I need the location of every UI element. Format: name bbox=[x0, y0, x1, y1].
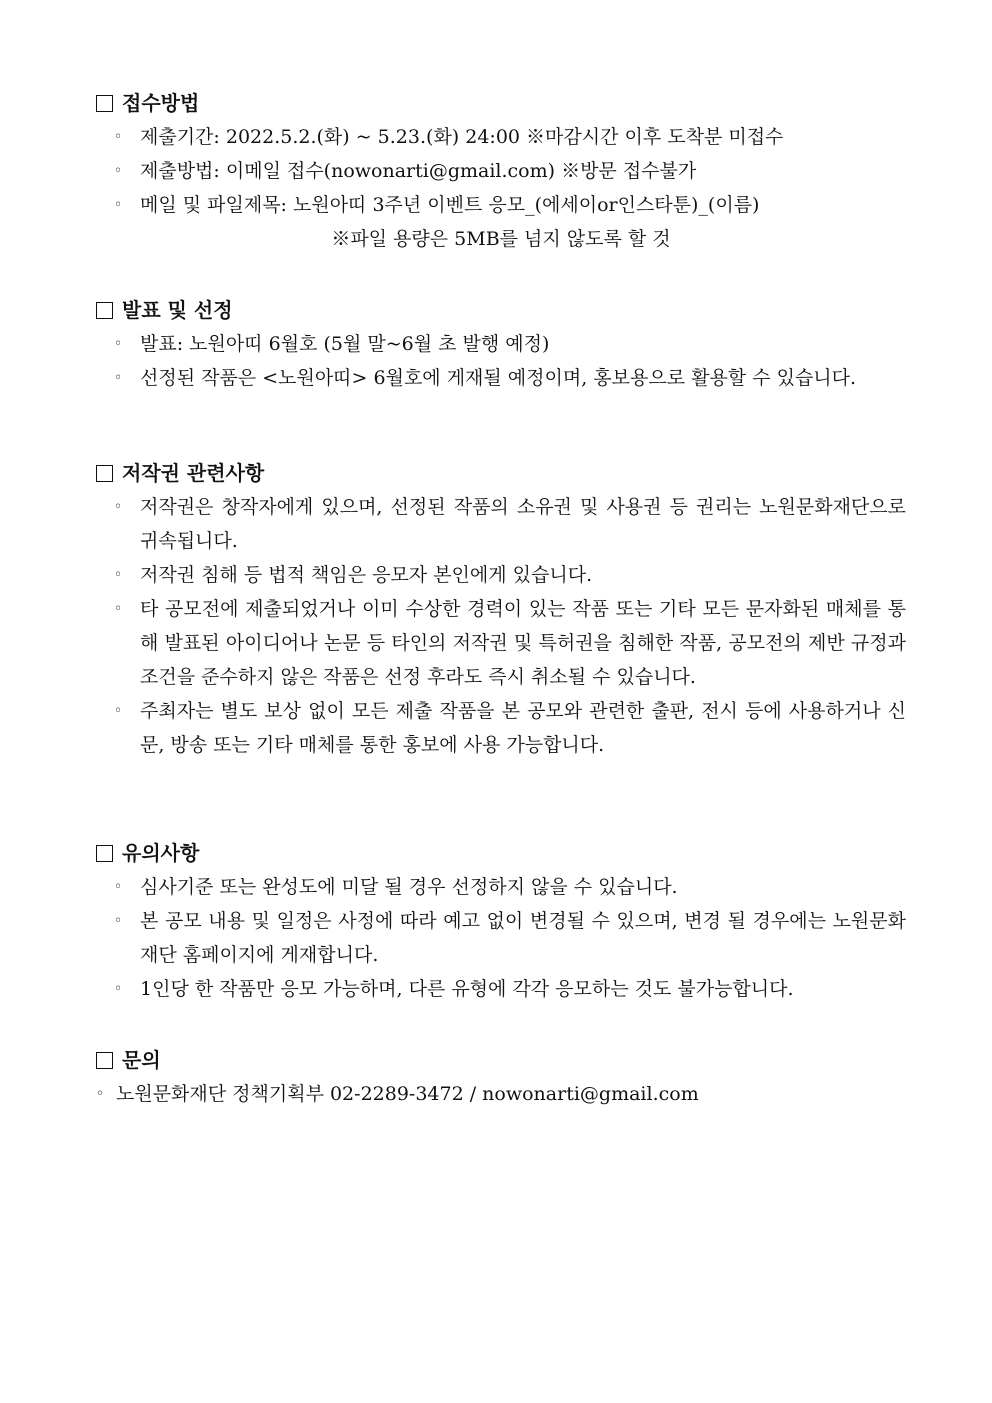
list-item bbox=[96, 904, 906, 972]
item-text: 저작권 침해 등 법적 책임은 응모자 본인에게 있습니다. bbox=[140, 564, 593, 586]
bullet-icon: ◦ bbox=[114, 567, 123, 583]
section-title: 유의사항 bbox=[122, 841, 200, 865]
bullet-icon: ◦ bbox=[114, 913, 123, 929]
section-notes bbox=[96, 840, 906, 1006]
item-text: 저작권은 창작자에게 있으며, 선정된 작품의 소유권 및 사용권 등 권리는 노원문화재단으로 귀속됩니다. bbox=[140, 496, 906, 552]
list-item bbox=[96, 592, 906, 694]
bullet-icon: ◦ bbox=[114, 336, 123, 352]
item-text: 타 공모전에 제출되었거나 이미 수상한 경력이 있는 작품 또는 기타 모든 문자화된 매체를 통해 발표된 아이디어나 논문 등 타인의 저작권 및 특허권을 침해한 작품, 공모전의 제반 규정과 조건을 준수하지 않은 작품은 선정 후라도 즉시 취소될 수 있습니다. bbox=[140, 598, 906, 688]
checkbox-square-icon bbox=[96, 465, 113, 482]
checkbox-square-icon bbox=[96, 302, 113, 319]
item-text: 주최자는 별도 보상 없이 모든 제출 작품을 본 공모와 관련한 출판, 전시 등에 사용하거나 신문, 방송 또는 기타 매체를 통한 홍보에 사용 가능합니다. bbox=[140, 700, 906, 756]
item-text: 심사기준 또는 완성도에 미달 될 경우 선정하지 않을 수 있습니다. bbox=[140, 876, 678, 898]
section-inquiry bbox=[96, 1047, 906, 1111]
list-item bbox=[96, 120, 906, 154]
list-item bbox=[96, 154, 906, 188]
section-title: 접수방법 bbox=[122, 91, 200, 115]
section-copyright bbox=[96, 460, 906, 762]
bullet-icon: ◦ bbox=[114, 129, 123, 145]
section-heading bbox=[96, 460, 906, 486]
list-item bbox=[96, 327, 906, 361]
bullet-icon: ◦ bbox=[114, 879, 123, 895]
section-heading bbox=[96, 297, 906, 323]
item-text: 선정된 작품은 <노원아띠> 6월호에 게재될 예정이며, 홍보용으로 활용할 수 있습니다. bbox=[140, 367, 857, 389]
bullet-icon: ◦ bbox=[114, 981, 123, 997]
contact-line bbox=[96, 1077, 906, 1111]
section-title: 문의 bbox=[122, 1048, 161, 1072]
bullet-icon: ◦ bbox=[114, 370, 123, 386]
checkbox-square-icon bbox=[96, 95, 113, 112]
section-heading bbox=[96, 840, 906, 866]
list-item bbox=[96, 694, 906, 762]
section-title: 저작권 관련사항 bbox=[122, 461, 265, 485]
list-item bbox=[96, 361, 906, 395]
item-text: 제출방법: 이메일 접수(nowonarti@gmail.com) ※방문 접수불가 bbox=[140, 160, 697, 182]
item-text: 본 공모 내용 및 일정은 사정에 따라 예고 없이 변경될 수 있으며, 변경 될 경우에는 노원문화재단 홈페이지에 게재합니다. bbox=[140, 910, 906, 966]
list-item bbox=[96, 558, 906, 592]
item-text: 제출기간: 2022.5.2.(화) ~ 5.23.(화) 24:00 ※마감시간 이후 도착분 미접수 bbox=[140, 126, 784, 148]
bullet-icon: ◦ bbox=[114, 163, 123, 179]
bullet-icon: ◦ bbox=[114, 703, 123, 719]
list-item bbox=[96, 490, 906, 558]
bullet-icon: ◦ bbox=[114, 197, 123, 213]
bullet-icon: ◦ bbox=[96, 1086, 105, 1102]
section-announcement bbox=[96, 297, 906, 395]
checkbox-square-icon bbox=[96, 1052, 113, 1069]
bullet-icon: ◦ bbox=[114, 499, 123, 515]
item-text: 1인당 한 작품만 응모 가능하며, 다른 유형에 각각 응모하는 것도 불가능합니다. bbox=[140, 978, 794, 1000]
section-title: 발표 및 선정 bbox=[122, 298, 233, 322]
checkbox-square-icon bbox=[96, 845, 113, 862]
list-item bbox=[96, 188, 906, 222]
bullet-icon: ◦ bbox=[114, 601, 123, 617]
list-item bbox=[96, 870, 906, 904]
list-item bbox=[96, 972, 906, 1006]
item-text: 발표: 노원아띠 6월호 (5월 말~6월 초 발행 예정) bbox=[140, 333, 550, 355]
contact-text: 노원문화재단 정책기획부 02-2289-3472 / nowonarti@gmail.com bbox=[116, 1083, 699, 1105]
item-text: 메일 및 파일제목: 노원아띠 3주년 이벤트 응모_(에세이or인스타툰)_(이름) bbox=[140, 194, 760, 216]
section-heading bbox=[96, 90, 906, 116]
section-heading bbox=[96, 1047, 906, 1073]
file-size-note: ※파일 용량은 5MB를 넘지 않도록 할 것 bbox=[331, 228, 671, 250]
section-submission bbox=[96, 90, 906, 256]
